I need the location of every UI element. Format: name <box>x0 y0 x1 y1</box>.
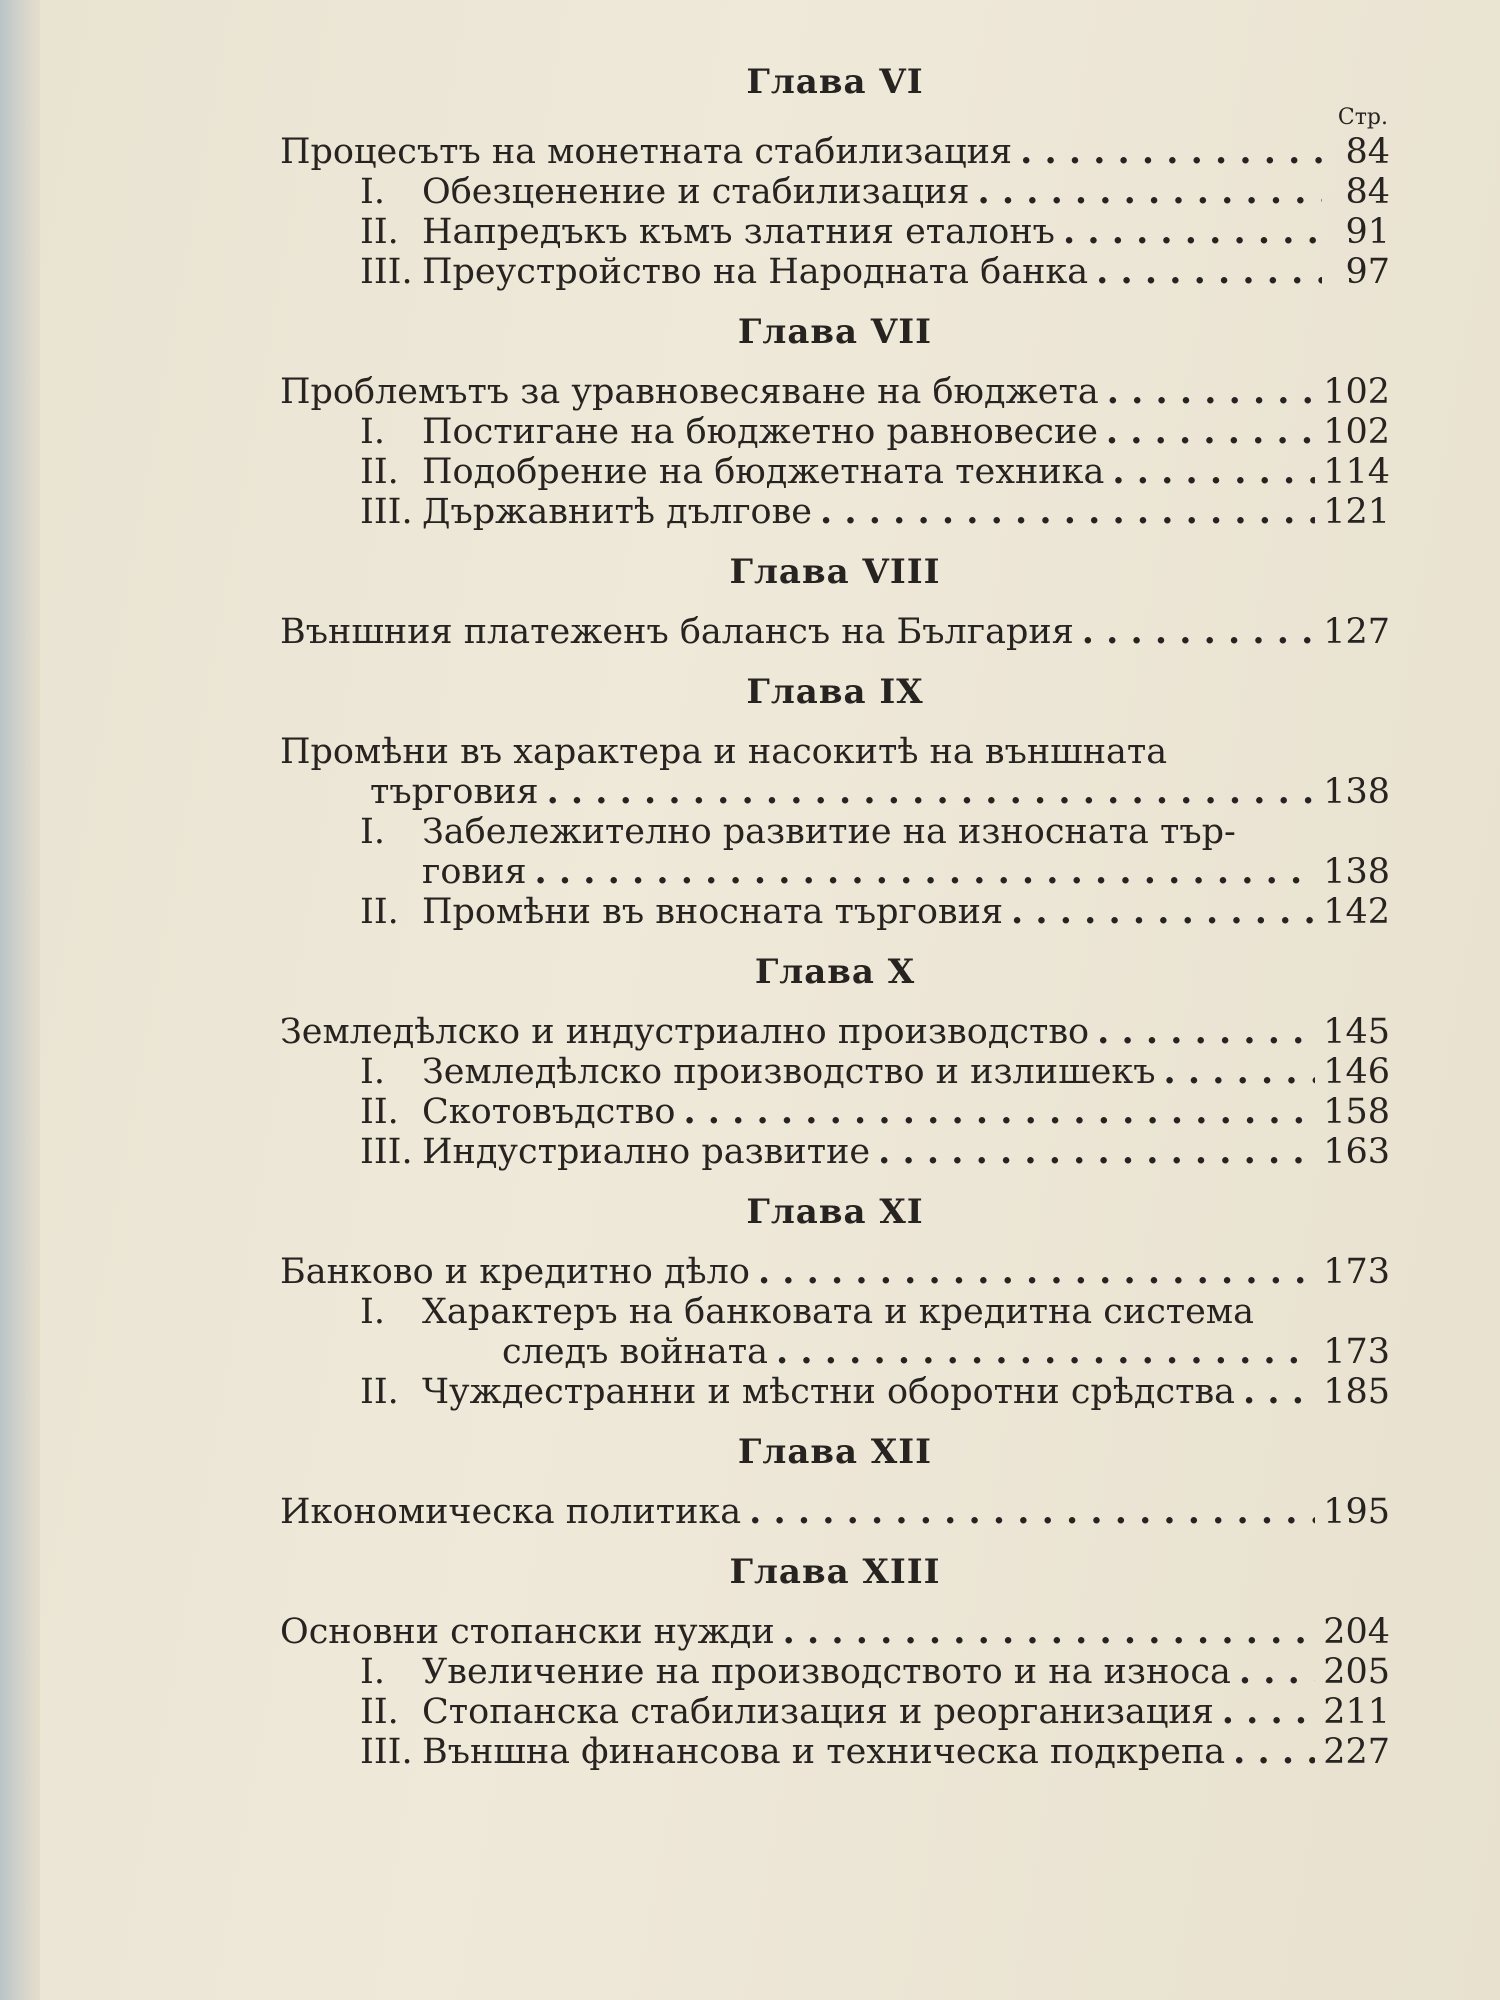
toc-entry <box>280 772 1390 812</box>
subentry-number: I. <box>360 172 385 212</box>
table-of-contents <box>280 60 1390 1772</box>
toc-subentry <box>280 1692 1390 1732</box>
subentry-title: Скотовъдство <box>422 1092 676 1132</box>
toc-entry <box>280 372 1390 412</box>
leader-dots <box>1106 412 1315 452</box>
toc-entry <box>280 1492 1390 1532</box>
leader-dots <box>1096 252 1322 292</box>
subentry-number: I. <box>360 1052 385 1092</box>
subentry-page: 158 <box>1323 1092 1390 1132</box>
toc-subentry <box>280 1132 1390 1172</box>
subentry-title: Постигане на бюджетно равновесие <box>422 412 1098 452</box>
entry-title: Процесътъ на монетната стабилизация <box>280 132 1013 172</box>
leader-dots <box>1112 452 1315 492</box>
leader-dots <box>878 1132 1315 1172</box>
subentry-number: III. <box>360 252 413 292</box>
leader-dots <box>1243 1372 1315 1412</box>
toc-subentry <box>280 812 1390 852</box>
leader-dots <box>1020 132 1322 172</box>
subentry-number: III. <box>360 1732 413 1772</box>
subentry-page: 102 <box>1323 412 1390 452</box>
leader-dots <box>749 1492 1315 1532</box>
entry-title: Икономическа политика <box>280 1492 742 1532</box>
subentry-number: II. <box>360 1092 399 1132</box>
chapter-heading: Глава XIII <box>729 1552 941 1592</box>
leader-dots <box>1011 892 1315 932</box>
subentry-number: III. <box>360 492 413 532</box>
chapter-heading: Глава VII <box>737 312 933 352</box>
subentry-number: II. <box>360 892 399 932</box>
subentry-page: 142 <box>1323 892 1390 932</box>
toc-subentry-continued <box>280 852 1390 892</box>
toc-subentry <box>280 492 1390 532</box>
entry-page: 195 <box>1323 1492 1390 1532</box>
leader-dots <box>776 1332 1315 1372</box>
leader-dots <box>547 772 1316 812</box>
leader-dots <box>1082 612 1315 652</box>
leader-dots <box>1107 372 1315 412</box>
subentry-page: 121 <box>1323 492 1390 532</box>
subentry-number: II. <box>360 212 399 252</box>
subentry-page: 97 <box>1345 252 1390 292</box>
entry-page: 173 <box>1323 1252 1390 1292</box>
chapter-heading: Глава XII <box>737 1432 933 1472</box>
subentry-number: II. <box>360 1692 399 1732</box>
leader-dots <box>783 1612 1316 1652</box>
entry-title: Земледѣлско и индустриално производство <box>280 1012 1090 1052</box>
subentry-page: 91 <box>1345 212 1390 252</box>
entry-title: Външния платеженъ балансъ на България <box>280 612 1074 652</box>
leader-dots <box>1239 1652 1315 1692</box>
subentry-number: I. <box>360 1652 385 1692</box>
subentry-title: Промѣни въ вносната търговия <box>422 892 1004 932</box>
leader-dots <box>977 172 1322 212</box>
toc-subentry <box>280 892 1390 932</box>
subentry-title: Чуждестранни и мѣстни оборотни срѣдства <box>422 1372 1236 1412</box>
leader-dots <box>820 492 1315 532</box>
entry-page: 138 <box>1323 772 1390 812</box>
entry-page: 102 <box>1323 372 1390 412</box>
subentry-title: Обезценение и стабилизация <box>422 172 970 212</box>
subentry-page: 227 <box>1323 1732 1390 1772</box>
subentry-number: I. <box>360 812 385 852</box>
leader-dots <box>758 1252 1315 1292</box>
book-spine-edge <box>0 0 40 2000</box>
chapter-heading: Глава IX <box>746 672 924 712</box>
leader-dots <box>1164 1052 1316 1092</box>
chapter-heading: Глава X <box>754 952 916 992</box>
subentry-page: 205 <box>1323 1652 1390 1692</box>
subentry-number: III. <box>360 1132 413 1172</box>
subentry-page: 185 <box>1323 1372 1390 1412</box>
subentry-title: Напредъкъ къмъ златния еталонъ <box>422 212 1055 252</box>
book-page <box>40 0 1500 2000</box>
subentry-number: II. <box>360 1372 399 1412</box>
entry-title: Проблемътъ за уравновесяване на бюджета <box>280 372 1099 412</box>
subentry-number: I. <box>360 412 385 452</box>
entry-page: 145 <box>1323 1012 1390 1052</box>
subentry-page: 138 <box>1323 852 1390 892</box>
subentry-title: Забележително развитие на износната тър- <box>422 812 1236 852</box>
subentry-title: следъ войната <box>502 1332 769 1372</box>
toc-subentry <box>280 1372 1390 1412</box>
subentry-title: Стопанска стабилизация и реорганизация <box>422 1692 1214 1732</box>
leader-dots <box>1097 1012 1315 1052</box>
subentry-page: 163 <box>1323 1132 1390 1172</box>
entry-page: 84 <box>1345 132 1390 172</box>
subentry-number: II. <box>360 452 399 492</box>
entry-title: търговия <box>370 772 539 812</box>
toc-subentry <box>280 1652 1390 1692</box>
toc-subentry <box>280 452 1390 492</box>
subentry-title: Преустройство на Народната банка <box>422 252 1089 292</box>
subentry-page: 146 <box>1323 1052 1390 1092</box>
leader-dots <box>1222 1692 1315 1732</box>
entry-title-line: Промѣни въ характера и насокитѣ на външната <box>280 732 1168 772</box>
subentry-title: Подобрение на бюджетната техника <box>422 452 1105 492</box>
toc-entry <box>280 1012 1390 1052</box>
subentry-title: Земледѣлско производство и излишекъ <box>422 1052 1156 1092</box>
subentry-title: Индустриално развитие <box>422 1132 871 1172</box>
toc-subentry <box>280 412 1390 452</box>
toc-entry <box>280 1252 1390 1292</box>
leader-dots <box>1063 212 1322 252</box>
chapter-heading: Глава XI <box>746 1192 924 1232</box>
chapter-heading: Глава VI <box>746 62 924 102</box>
subentry-title: Външна финансова и техническа подкрепа <box>422 1732 1226 1772</box>
toc-subentry <box>280 1292 1390 1332</box>
subentry-title: Характеръ на банковата и кредитна система <box>422 1292 1254 1332</box>
subentry-number: I. <box>360 1292 385 1332</box>
entry-title: Основни стопански нужди <box>280 1612 775 1652</box>
toc-subentry <box>280 172 1390 212</box>
toc-subentry-continued <box>280 1332 1390 1372</box>
toc-entry <box>280 1612 1390 1652</box>
toc-subentry <box>280 1732 1390 1772</box>
page-column-label: Стр. <box>1337 105 1388 130</box>
entry-title: Банково и кредитно дѣло <box>280 1252 750 1292</box>
toc-entry <box>280 132 1390 172</box>
leader-dots <box>535 852 1316 892</box>
subentry-title: Увеличение на производството и на износа <box>422 1652 1231 1692</box>
subentry-title: говия <box>422 852 527 892</box>
entry-page: 204 <box>1323 1612 1390 1652</box>
toc-subentry <box>280 1052 1390 1092</box>
subentry-page: 173 <box>1323 1332 1390 1372</box>
leader-dots <box>683 1092 1315 1132</box>
toc-subentry <box>280 252 1390 292</box>
toc-subentry <box>280 1092 1390 1132</box>
subentry-page: 211 <box>1323 1692 1390 1732</box>
subentry-page: 84 <box>1345 172 1390 212</box>
toc-entry <box>280 612 1390 652</box>
subentry-page: 114 <box>1323 452 1390 492</box>
entry-page: 127 <box>1323 612 1390 652</box>
chapter-heading: Глава VIII <box>729 552 941 592</box>
subentry-title: Държавнитѣ дългове <box>422 492 813 532</box>
toc-subentry <box>280 212 1390 252</box>
leader-dots <box>1233 1732 1315 1772</box>
